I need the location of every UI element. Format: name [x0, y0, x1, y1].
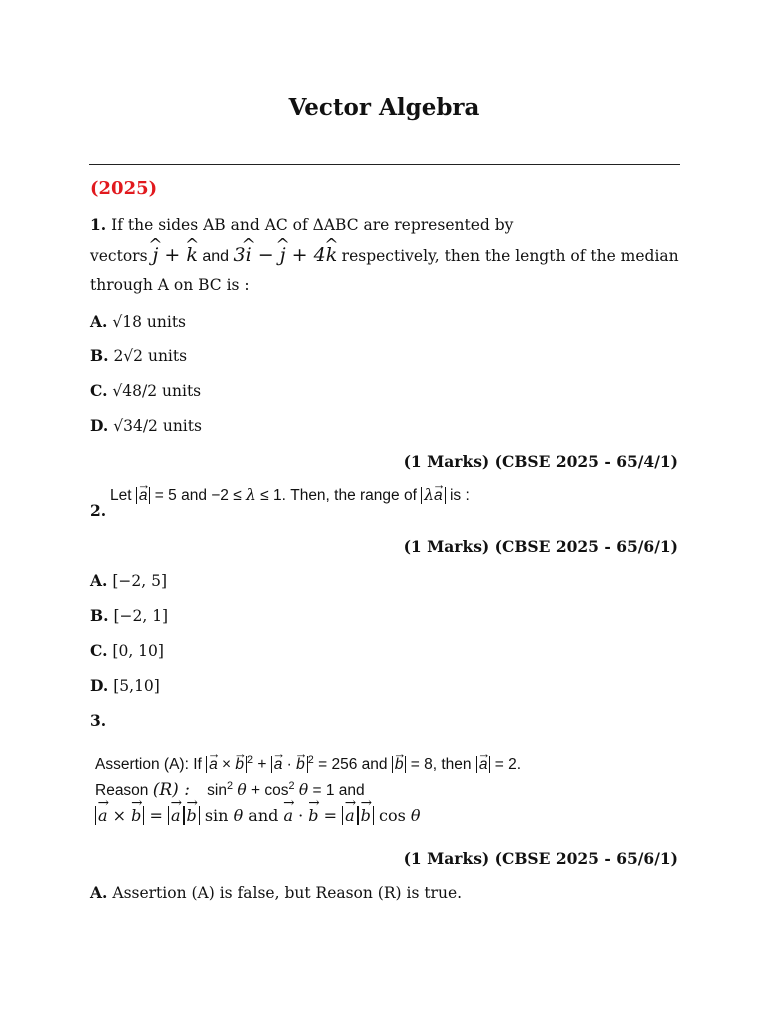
option-a: A. [−2, 5]: [90, 571, 168, 590]
option-c: C. [0, 10]: [90, 641, 164, 660]
marks-reference: (1 Marks) (CBSE 2025 - 65/6/1): [403, 849, 678, 868]
marks-reference: (1 Marks) (CBSE 2025 - 65/4/1): [403, 452, 678, 471]
marks-reference: (1 Marks) (CBSE 2025 - 65/6/1): [403, 537, 678, 556]
question-1-line-2: [90, 244, 679, 266]
option-b: B. [−2, 1]: [90, 606, 169, 625]
assertion-statement: Assertion (A): If → a × → b $^2$ + → a · → b $^2$ = 256 and → b = 8, then → a = 2.: [95, 754, 521, 774]
question-number: 3.: [90, 711, 107, 730]
option-c: C. √48/2 units: [90, 381, 202, 400]
vector-expression: ^ j + ^ k and 3^ i − ^ j + 4^ k: [152, 248, 341, 265]
page-title: Vector Algebra: [288, 94, 480, 121]
year-heading: (2025): [90, 178, 158, 199]
reason-statement: Reason (R) : $\sin^2 \theta + \cos^2 \theta = 1$ and: [95, 780, 365, 801]
option-a: A. Assertion (A) is false, but Reason (R) is true.: [90, 883, 463, 902]
question-text: vectors: [90, 247, 148, 265]
question-number: 2.: [90, 501, 107, 520]
title-divider: [89, 164, 680, 165]
reason-equation: → a × → b = → a→ b sin θ and → a · → b = → a→ b cos θ: [95, 806, 421, 825]
question-text: respectively, then the length of the median: [341, 247, 679, 265]
question-number: 1.: [90, 215, 107, 234]
option-d: D. √34/2 units: [90, 416, 202, 435]
option-d: D. [5,10]: [90, 676, 160, 695]
question-1-line-3: through A on BC is :: [90, 276, 250, 294]
option-a: A. √18 units: [90, 312, 187, 331]
question-text: If the sides AB and AC of ΔABC are represented by: [111, 216, 514, 234]
question-1-line-1: [90, 215, 513, 234]
option-b: B. 2√2 units: [90, 346, 188, 365]
question-2-statement: Let → a = 5 and −2 ≤ λ ≤ 1. Then, the range of λ→ a is :: [110, 486, 470, 505]
